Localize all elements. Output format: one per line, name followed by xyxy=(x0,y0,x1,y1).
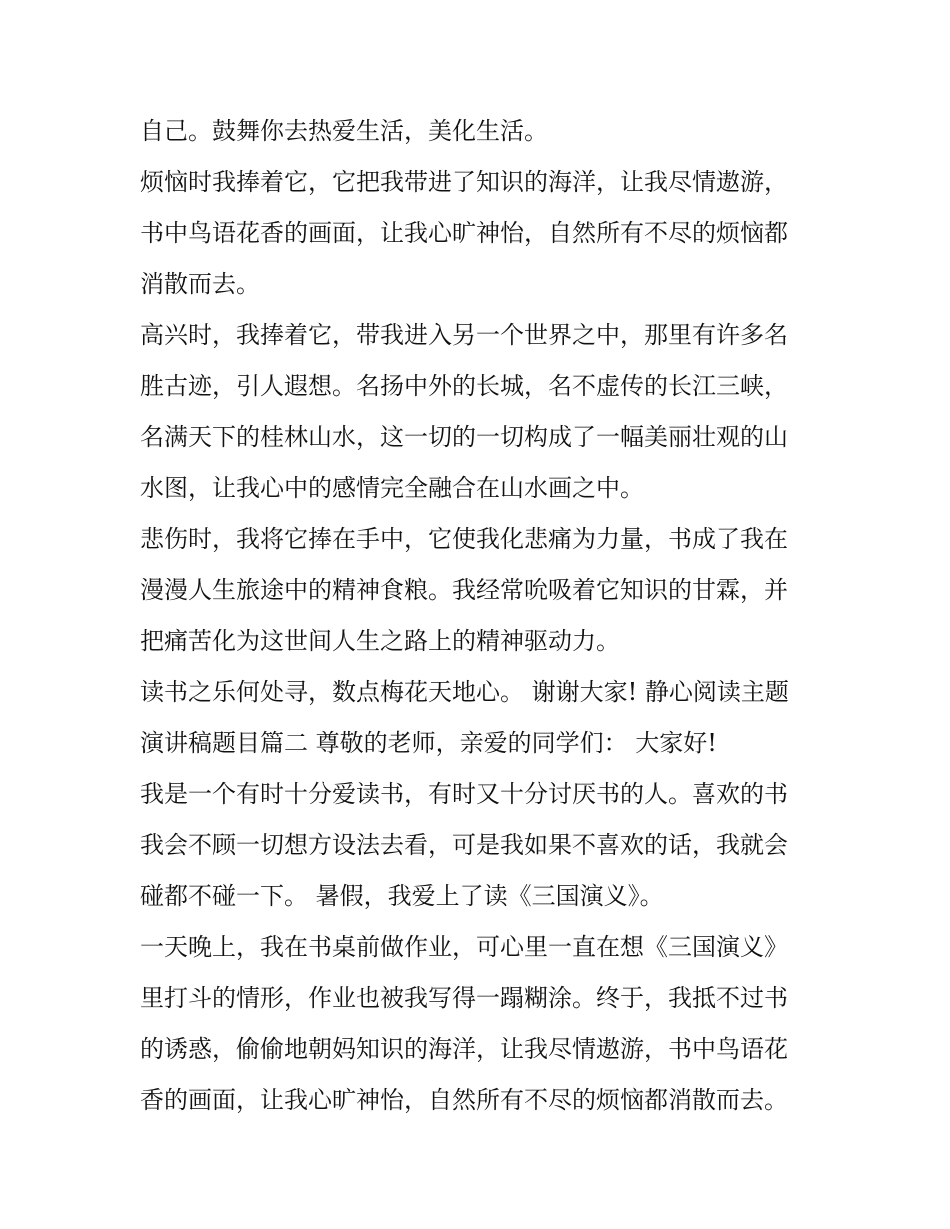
body-text xyxy=(140,106,830,1126)
text-line: 书中鸟语花香的画面，让我心旷神怡，自然所有不尽的烦恼都 xyxy=(140,219,788,247)
text-line: 里打斗的情形，作业也被我写得一蹋糊涂。终于，我抵不过书 xyxy=(140,984,788,1012)
text-line: 悲伤时，我将它捧在手中，它使我化悲痛为力量，书成了我在 xyxy=(140,525,788,553)
text-line: 把痛苦化为这世间人生之路上的精神驱动力。 xyxy=(140,627,620,655)
text-line: 水图，让我心中的感情完全融合在山水画之中。 xyxy=(140,474,644,502)
text-line: 胜古迹，引人遐想。名扬中外的长城，名不虚传的长江三峡， xyxy=(140,372,788,400)
text-line: 烦恼时我捧着它，它把我带进了知识的海洋，让我尽情遨游， xyxy=(140,168,788,196)
text-line: 我会不顾一切想方设法去看，可是我如果不喜欢的话，我就会 xyxy=(140,831,788,859)
text-line: 高兴时，我捧着它，带我进入另一个世界之中，那里有许多名 xyxy=(140,321,788,349)
text-line: 一天晚上，我在书桌前做作业，可心里一直在想《三国演义》 xyxy=(140,933,788,961)
text-line: 演讲稿题目篇二 尊敬的老师，亲爱的同学们： 大家好! xyxy=(140,729,717,757)
text-line: 漫漫人生旅途中的精神食粮。我经常吮吸着它知识的甘霖，并 xyxy=(140,576,788,604)
text-line: 香的画面，让我心旷神怡，自然所有不尽的烦恼都消散而去。 xyxy=(140,1086,788,1114)
text-line: 碰都不碰一下。 暑假，我爱上了读《三国演义》。 xyxy=(140,882,664,910)
text-line: 自己。鼓舞你去热爱生活，美化生活。 xyxy=(140,117,548,145)
text-line: 我是一个有时十分爱读书，有时又十分讨厌书的人。喜欢的书 xyxy=(140,780,788,808)
text-line: 名满天下的桂林山水，这一切的一切构成了一幅美丽壮观的山 xyxy=(140,423,788,451)
text-line: 消散而去。 xyxy=(140,270,260,298)
text-line: 读书之乐何处寻，数点梅花天地心。 谢谢大家! 静心阅读主题 xyxy=(140,678,789,706)
text-line: 的诱惑，偷偷地朝妈知识的海洋，让我尽情遨游，书中鸟语花 xyxy=(140,1035,788,1063)
